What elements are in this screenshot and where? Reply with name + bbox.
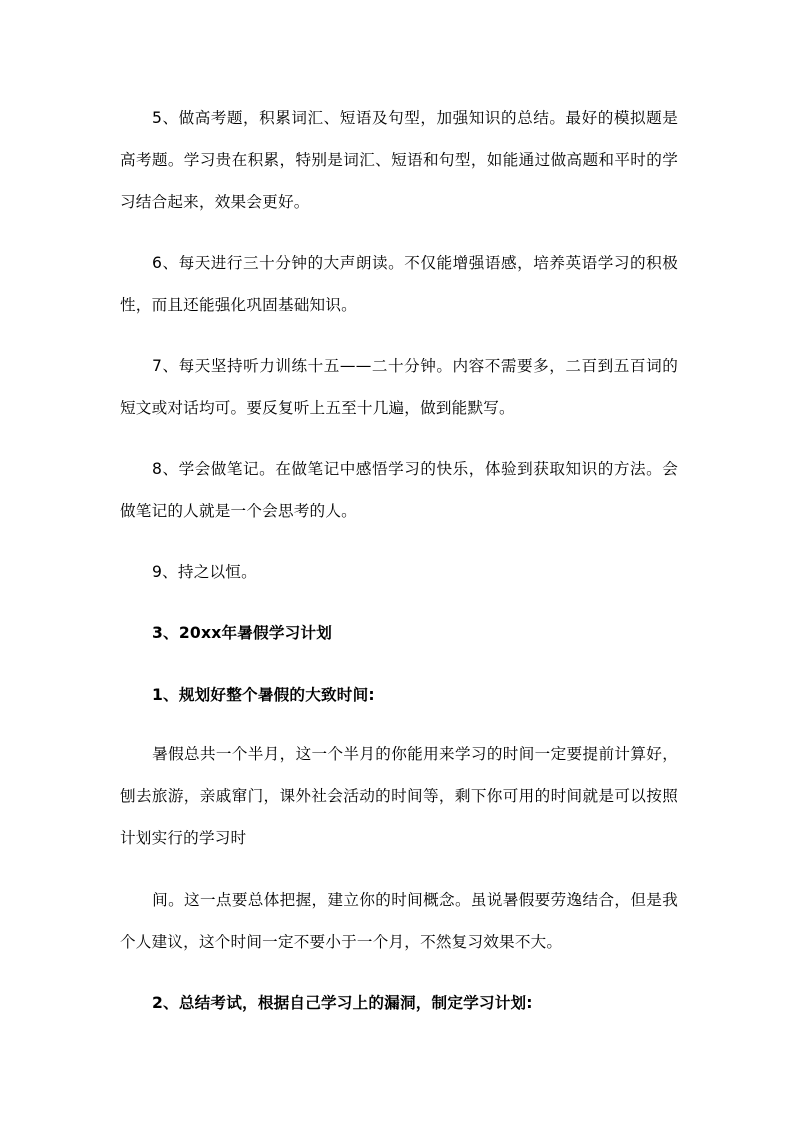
paragraph-item-5: 5、做高考题，积累词汇、短语及句型，加强知识的总结。最好的模拟题是高考题。学习贵在积累，特别是词汇、短语和句型，如能通过做高题和平时的学习结合起来，效果会更好。 (120, 109, 678, 211)
paragraph-item-8: 8、学会做笔记。在做笔记中感悟学习的快乐，体验到获取知识的方法。会做笔记的人就是一个会思考的人。 (120, 460, 678, 520)
section-heading-summer-plan: 3、20xx年暑假学习计划 (152, 624, 333, 642)
paragraph-item-9: 9、持之以恒。 (152, 563, 257, 581)
paragraph-summer-time-part2: 间。这一点要总体把握，建立你的时间概念。虽说暑假要劳逸结合，但是我个人建议，这个时间一定不要小于一个月，不然复习效果不大。 (120, 891, 678, 951)
paragraph-summer-time-part1: 暑假总共一个半月，这一个半月的你能用来学习的时间一定要提前计算好，刨去旅游，亲戚窜门，课外社会活动的时间等，剩下你可用的时间就是可以按照计划实行的学习时 (120, 745, 678, 847)
paragraph-item-6: 6、每天进行三十分钟的大声朗读。不仅能增强语感，培养英语学习的积极性，而且还能强化巩固基础知识。 (120, 254, 678, 314)
subheading-exam-summary: 2、总结考试，根据自己学习上的漏洞，制定学习计划: (152, 994, 533, 1012)
subheading-plan-time: 1、规划好整个暑假的大致时间: (152, 686, 375, 704)
paragraph-item-7: 7、每天坚持听力训练十五——二十分钟。内容不需要多，二百到五百词的短文或对话均可。要反复听上五至十几遍，做到能默写。 (120, 357, 678, 417)
